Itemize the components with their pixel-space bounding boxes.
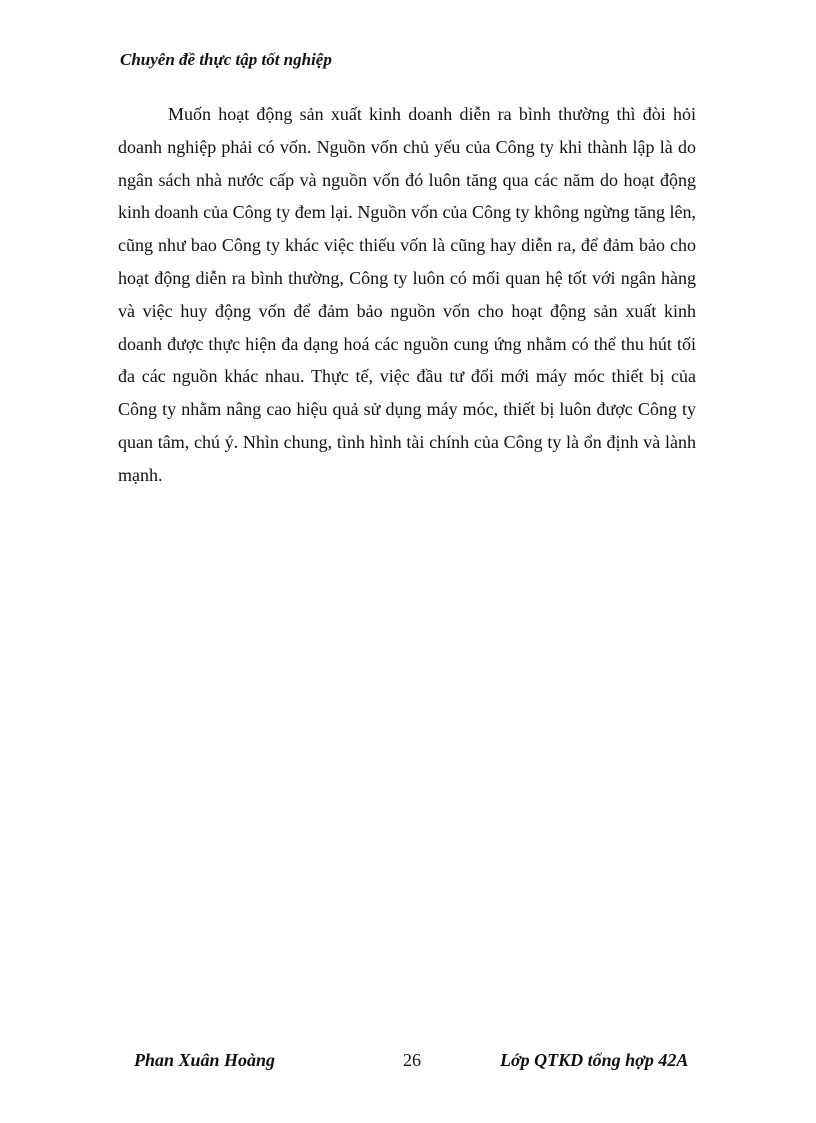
page-header-title: Chuyên đề thực tập tốt nghiệp <box>120 50 332 69</box>
footer-author: Phan Xuân Hoàng <box>134 1050 276 1070</box>
footer-class-name: Lớp QTKD tổng hợp 42A <box>500 1050 689 1070</box>
page-number: 26 <box>403 1050 421 1070</box>
body-paragraph: Muốn hoạt động sản xuất kinh doanh diễn ra bình thường thì đòi hỏi doanh nghiệp phải có vốn. Nguồn vốn chủ yếu của Công ty khi thành lập là do ngân sách nhà nước cấp và nguồn vốn đó luôn tăng qua các năm do hoạt động kinh doanh của Công ty đem lại. Nguồn vốn của Công ty không ngừng tăng lên, cũng như bao Công ty khác việc thiếu vốn là cũng hay diễn ra, để đảm bảo cho hoạt động diễn ra bình thường, Công ty luôn có mối quan hệ tốt với ngân hàng và việc huy động vốn để đảm bảo nguồn vốn cho hoạt động sản xuất kinh doanh được thực hiện đa dạng hoá các nguồn cung ứng nhằm có thể thu hút tối đa các nguồn khác nhau. Thực tế, việc đầu tư đổi mới máy móc thiết bị của Công ty nhằm nâng cao hiệu quả sử dụng máy móc, thiết bị luôn được Công ty quan tâm, chú ý. Nhìn chung, tình hình tài chính của Công ty là ổn định và lành mạnh. <box>118 104 696 485</box>
